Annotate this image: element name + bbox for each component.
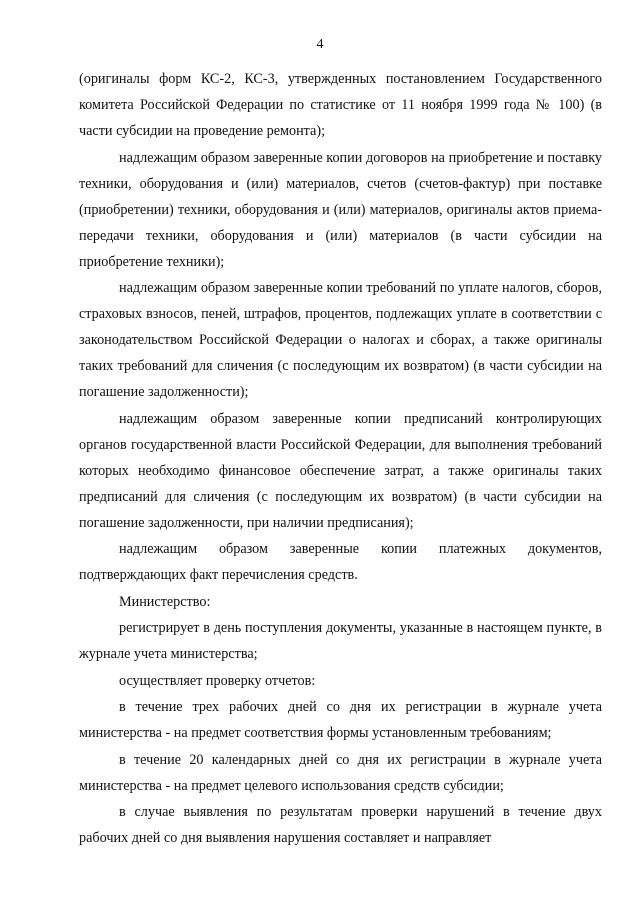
paragraph-target-use-deadline: в течение 20 календарных дней со дня их регистрации в журнале учета министерства - на предмет целевого использования средств субсидии; xyxy=(79,751,602,794)
paragraph-payment-documents: надлежащим образом заверенные копии платежных документов, подтверждающих факт перечисления средств. xyxy=(79,541,602,583)
paragraph-registration: регистрирует в день поступления документы, указанные в настоящем пункте, в журнале учета министерства; xyxy=(79,620,602,662)
document-body xyxy=(79,66,602,852)
paragraph-tax-requirements: надлежащим образом заверенные копии требований по уплате налогов, сборов, страховых взносов, пеней, штрафов, процентов, подлежащих уплате в соответствии с законодательством Российской Федерации о налогах и сборах, а также оригиналы таких требований для сличения (с последующим их возвратом) (в части субсидии на погашение задолженности); xyxy=(79,280,602,400)
page-number: 4 xyxy=(316,37,324,52)
paragraph-ministry-heading: Министерство: xyxy=(119,593,211,610)
paragraph-report-check: осуществляет проверку отчетов: xyxy=(119,672,316,689)
paragraph-authority-orders: надлежащим образом заверенные копии предписаний контролирующих органов государственной власти Российской Федерации, для выполнения требований которых необходимо финансовое обеспечение затрат, а также оригиналы таких предписаний для сличения (с последующим их возвратом) (в части субсидии на погашение задолженности, при наличии предписания); xyxy=(79,410,602,531)
paragraph-forms-ks: (оригиналы форм КС-2, КС-3, утвержденных постановлением Государственного комитета Российской Федерации по статистике от 11 ноября 1999 года № 100) (в части субсидии на проведение ремонта); xyxy=(79,71,602,139)
paragraph-equipment-contracts: надлежащим образом заверенные копии договоров на приобретение и поставку техники, оборудования и (или) материалов, счетов (счетов-фактур) при поставке (приобретении) техники, оборудования и (или) материалов, оригиналы актов приема-передачи техники, оборудования и (или) материалов (в части субсидии на приобретение техники); xyxy=(79,149,602,270)
paragraph-form-check-deadline: в течение трех рабочих дней со дня их регистрации в журнале учета министерства - на предмет соответствия формы установленным требованиям; xyxy=(79,699,602,741)
paragraph-violations: в случае выявления по результатам проверки нарушений в течение двух рабочих дней со дня выявления нарушения составляет и направляет xyxy=(79,804,602,846)
